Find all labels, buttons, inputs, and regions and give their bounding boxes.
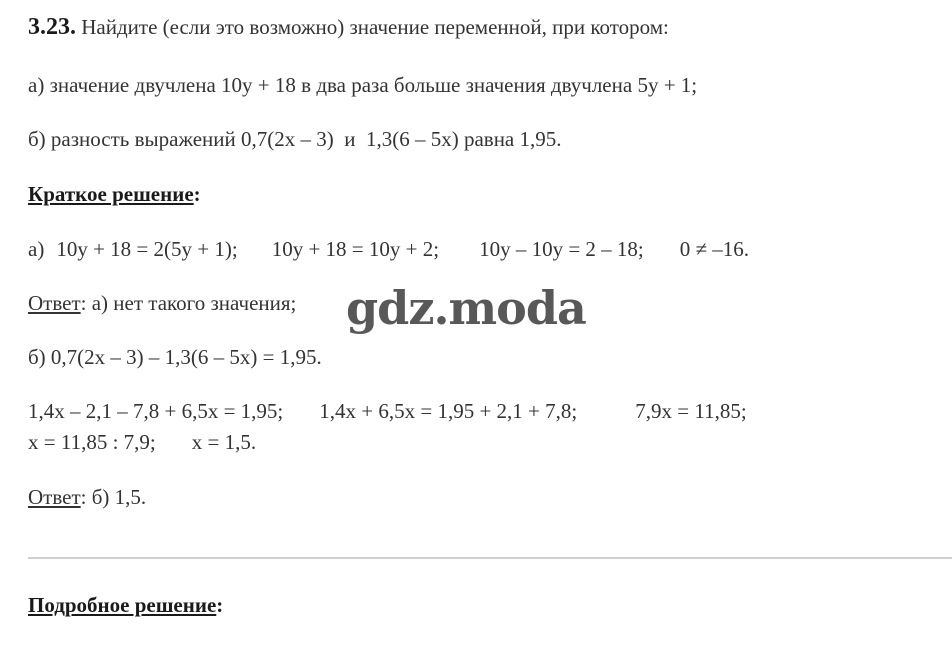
solution-b-step-5: x = 1,5. bbox=[191, 430, 257, 454]
solution-b-line-1 bbox=[28, 398, 747, 424]
detailed-heading-colon: : bbox=[216, 593, 224, 617]
answer-a-text: : а) нет такого значения; bbox=[80, 291, 297, 315]
problem-statement: Найдите (если это возможно) значение переменной, при котором: bbox=[81, 15, 669, 39]
watermark-logo: gdz.moda bbox=[346, 281, 586, 335]
solution-a-step-1: 10y + 18 = 2(5y + 1); bbox=[56, 237, 238, 261]
solution-b-line-2 bbox=[28, 429, 256, 455]
detailed-solution-heading-line bbox=[28, 592, 223, 618]
solution-a-step-3: 10y – 10y = 2 – 18; bbox=[479, 237, 644, 261]
solution-a-step-2: 10y + 18 = 10y + 2; bbox=[271, 237, 440, 261]
answer-a-label: Ответ bbox=[28, 291, 81, 315]
problem-number: 3.23. bbox=[28, 14, 76, 40]
solution-a-step-4: 0 ≠ –16. bbox=[679, 237, 750, 261]
solution-a-prefix: а) bbox=[28, 237, 45, 261]
problem-part-b: б) разность выражений 0,7(2x – 3) и 1,3(6 – 5x) равна 1,95. bbox=[28, 127, 562, 151]
solution-a-line bbox=[28, 236, 749, 262]
heading-colon: : bbox=[193, 182, 201, 206]
solution-b-equation: б) 0,7(2x – 3) – 1,3(6 – 5x) = 1,95. bbox=[28, 345, 322, 369]
section-divider bbox=[28, 557, 952, 559]
problem-statement-line bbox=[28, 14, 669, 40]
solution-b-step-4: x = 11,85 : 7,9; bbox=[28, 430, 156, 454]
short-solution-heading: Краткое решение bbox=[28, 182, 194, 206]
solution-b-step-2: 1,4x + 6,5x = 1,95 + 2,1 + 7,8; bbox=[319, 399, 578, 423]
answer-b-line bbox=[28, 484, 146, 510]
short-solution-heading-line bbox=[28, 181, 201, 207]
solution-b-step-1: 1,4x – 2,1 – 7,8 + 6,5x = 1,95; bbox=[28, 399, 284, 423]
problem-part-a: а) значение двучлена 10y + 18 в два раза больше значения двучлена 5y + 1; bbox=[28, 73, 698, 97]
solution-b-step-3: 7,9x = 11,85; bbox=[635, 399, 747, 423]
detailed-solution-heading: Подробное решение bbox=[28, 593, 217, 617]
answer-a-line bbox=[28, 290, 296, 316]
answer-b-text: : б) 1,5. bbox=[80, 485, 147, 509]
answer-b-label: Ответ bbox=[28, 485, 81, 509]
